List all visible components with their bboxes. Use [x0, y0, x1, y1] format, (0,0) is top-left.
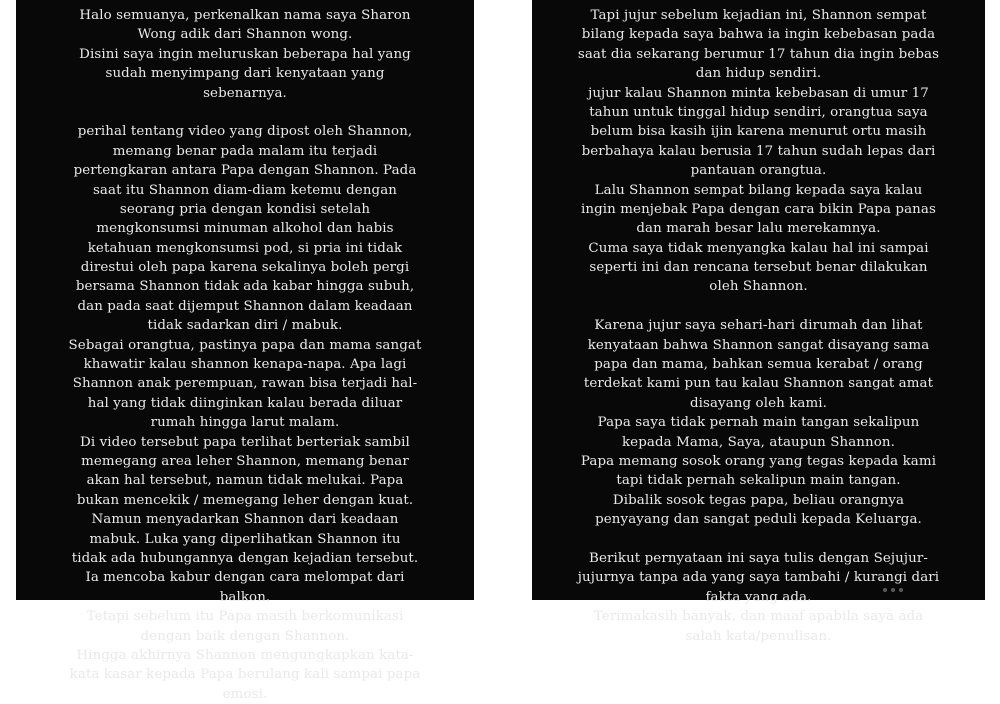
text-line: perihal tentang video yang dipost oleh Shannon,: [77, 124, 413, 140]
text-line: Terimakasih banyak, dan maaf apabila saya ada: [593, 609, 924, 625]
text-line: terdekat kami pun tau kalau Shannon sangat amat: [583, 376, 934, 392]
text-line: mabuk. Luka yang diperlihatkan Shannon itu: [89, 531, 401, 547]
text-line: seperti ini dan rencana tersebut benar dilakukan: [589, 260, 928, 276]
left-statement-text: [20, 6, 470, 704]
text-line: mengkonsumsi minuman alkohol dan habis: [96, 221, 394, 237]
text-line: saat itu Shannon diam-diam ketemu dengan: [92, 182, 398, 198]
text-line: Sebagai orangtua, pastinya papa dan mama sangat: [68, 337, 422, 353]
text-line: memegang area leher Shannon, memang benar: [81, 453, 409, 469]
text-line: saat dia sekarang berumur 17 tahun dia ingin bebas: [577, 46, 940, 62]
text-line: fakta yang ada.: [705, 589, 812, 605]
text-line: pantauan orangtua.: [690, 163, 827, 179]
text-line: Berikut pernyataan ini saya tulis dengan Sejujur-: [589, 550, 928, 566]
text-line: bukan mencekik / memegang leher dengan kuat.: [76, 492, 414, 508]
more-dots-icon: [883, 588, 903, 592]
text-line: emosi.: [222, 686, 268, 702]
text-line: disayang oleh kami.: [689, 395, 828, 411]
text-line: bersama Shannon tidak ada kabar hingga subuh,: [75, 279, 415, 295]
text-line: sebenarnya.: [203, 85, 287, 101]
text-line: Papa memang sosok orang yang tegas kepada kami: [580, 453, 937, 469]
right-story-panel: [532, 0, 985, 644]
text-line: Lalu Shannon sempat bilang kepada saya kalau: [594, 182, 923, 198]
paragraph-gap: [536, 297, 981, 316]
text-line: Shannon anak perempuan, rawan bisa terjadi hal-: [72, 376, 418, 392]
text-line: Tetapi sebelum itu Papa masih berkomunikasi: [86, 609, 404, 625]
text-line: Halo semuanya, perkenalkan nama saya Sharon: [79, 8, 411, 23]
paragraph-gap: [20, 103, 470, 122]
right-statement-text: [536, 6, 981, 646]
text-line: Karena jujur saya sehari-hari dirumah dan lihat: [594, 318, 923, 334]
text-line: papa dan mama, bahkan semua kerabat / orang: [594, 357, 923, 373]
text-line: ketahuan mengkonsumsi pod, si pria ini tidak: [87, 240, 403, 256]
text-line: oleh Shannon.: [709, 279, 808, 295]
left-story-panel: [16, 0, 474, 702]
text-line: memang benar pada malam itu terjadi: [112, 143, 378, 159]
text-line: Di video tersebut papa terlihat berteriak sambil: [80, 434, 410, 450]
text-line: ingin menjebak Papa dengan cara bikin Papa panas: [581, 201, 936, 217]
text-line: seorang pria dengan kondisi setelah: [119, 201, 371, 217]
text-line: berbahaya kalau berusia 17 tahun sudah lepas dari: [581, 143, 936, 159]
text-line: Wong adik dari Shannon wong.: [137, 27, 353, 43]
text-line: tahun untuk tinggal hidup sendiri, orangtua saya: [589, 104, 928, 120]
text-line: Ia mencoba kabur dengan cara melompat dari: [85, 570, 405, 586]
text-line: tapi tidak pernah sekalipun main tangan.: [616, 473, 901, 489]
text-line: Papa saya tidak pernah main tangan sekalipun: [597, 415, 920, 431]
text-line: jujur kalau Shannon minta kebebasan di umur 17: [588, 85, 929, 101]
text-line: tidak sadarkan diri / mabuk.: [147, 318, 343, 334]
text-line: Disini saya ingin meluruskan beberapa hal yang: [79, 46, 411, 62]
text-line: belum bisa kasih ijin karena menurut ortu masih: [590, 124, 927, 140]
text-line: direstui oleh papa karena sekalinya boleh pergi: [80, 260, 410, 276]
text-line: kepada Mama, Saya, ataupun Shannon.: [621, 434, 896, 450]
text-line: penyayang dan sangat peduli kepada Keluarga.: [595, 512, 922, 528]
text-line: balkon.: [219, 589, 271, 605]
text-line: hal yang tidak diinginkan kalau berada diluar: [87, 395, 403, 411]
text-line: pertengkaran antara Papa dengan Shannon. Pada: [73, 163, 417, 179]
text-line: khawatir kalau shannon kenapa-napa. Apa lagi: [83, 357, 407, 373]
text-line: rumah hingga larut malam.: [150, 415, 340, 431]
text-line: jujurnya tanpa ada yang saya tambahi / kurangi dari: [577, 570, 940, 586]
text-line: Cuma saya tidak menyangka kalau hal ini sampai: [588, 240, 929, 256]
text-line: dan pada saat dijemput Shannon dalam keadaan: [77, 298, 413, 314]
text-line: akan hal tersebut, namun tidak melukai. Papa: [86, 473, 404, 489]
text-line: kata kasar kepada Papa berulang kali sampai papa: [69, 667, 421, 683]
text-line: salah kata/penulisan.: [685, 628, 832, 644]
text-line: sudah menyimpang dari kenyataan yang: [105, 66, 385, 82]
text-line: dengan baik dengan Shannon.: [140, 628, 350, 644]
text-line: tidak ada hubungannya dengan kejadian tersebut.: [71, 550, 419, 566]
text-line: Dibalik sosok tegas papa, beliau orangnya: [612, 492, 905, 508]
text-line: Hingga akhirnya Shannon mengungkapkan kata-: [76, 647, 414, 663]
text-line: dan marah besar lalu merekamnya.: [636, 221, 881, 237]
text-line: dan hidup sendiri.: [695, 66, 822, 82]
paragraph-gap: [536, 530, 981, 549]
text-line: Tapi jujur sebelum kejadian ini, Shannon sempat: [590, 8, 927, 23]
text-line: bilang kepada saya bahwa ia ingin kebebasan pada: [581, 27, 936, 43]
text-line: Namun menyadarkan Shannon dari keadaan: [91, 512, 399, 528]
text-line: kenyataan bahwa Shannon sangat disayang sama: [587, 337, 930, 353]
